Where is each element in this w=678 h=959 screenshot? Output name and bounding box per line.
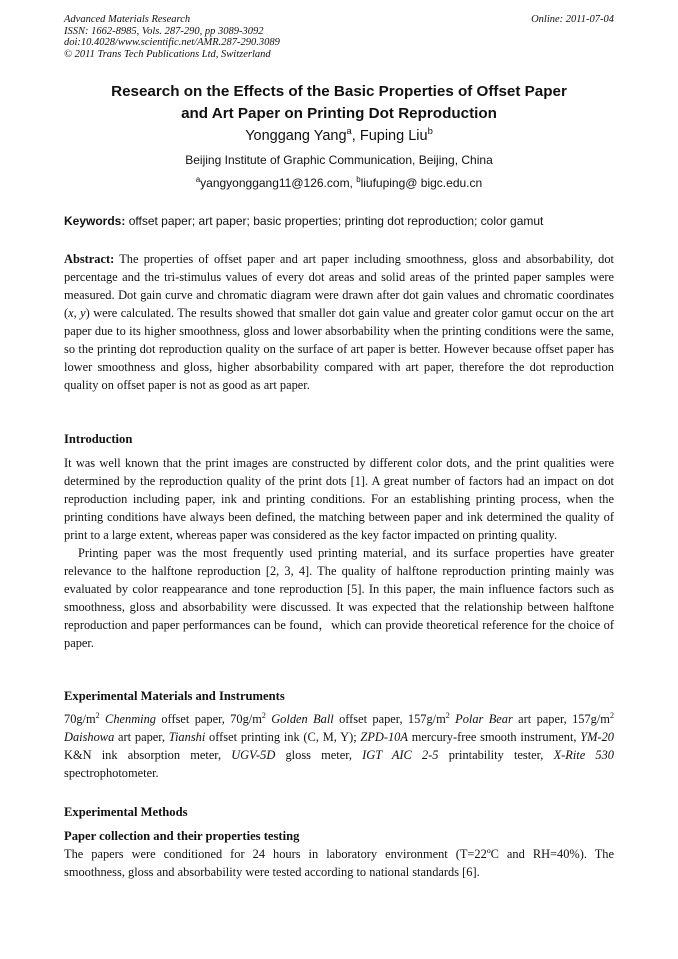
- materials-text-8: K&N ink absorption meter,: [64, 748, 232, 762]
- journal-header: [64, 14, 280, 60]
- email-2-mark: b: [356, 175, 361, 184]
- methods-heading: Experimental Methods: [64, 805, 188, 819]
- unit-superscript: 2: [445, 710, 450, 720]
- author-1-affil-mark: a: [346, 125, 352, 137]
- instrument-x-rite-530: X-Rite 530: [553, 748, 614, 762]
- author-2: Fuping Liu: [359, 128, 428, 144]
- keywords-label: Keywords:: [64, 214, 126, 228]
- unit-superscript: 2: [609, 710, 614, 720]
- methods-body: The papers were conditioned for 24 hours in laboratory environment (T=22ºC and RH=40%). The smoothness, gloss and absorbability were tested according to national standards [6].: [64, 847, 614, 879]
- affiliation: Beijing Institute of Graphic Communication, Beijing, China: [185, 153, 493, 167]
- email-1: yangyonggang11@126.com,: [200, 176, 357, 190]
- abstract-text-1: The properties of offset paper and art paper including smoothness, gloss and absorbability, dot percentage and the tri-stimulus values of every dot areas and solid areas of the printed paper samples were measured. Dot gain curve and chromatic diagram were drawn after dot gain values and chromatic coordinates (: [64, 252, 614, 320]
- instrument-ugv-5d: UGV-5D: [231, 748, 276, 762]
- instrument-ym-20: YM-20: [580, 730, 614, 744]
- abstract-var-x: x: [68, 306, 74, 320]
- paper-brand-golden-ball: Golden Ball: [265, 712, 334, 726]
- keywords: [64, 213, 614, 229]
- email-1-mark: a: [195, 175, 201, 184]
- introduction-body: [64, 454, 614, 652]
- abstract-label: Abstract:: [64, 252, 115, 266]
- instrument-zpd-10a: ZPD-10A: [360, 730, 408, 744]
- introduction-heading: Introduction: [64, 432, 133, 446]
- unit-superscript: 2: [95, 710, 100, 720]
- materials-text-7: mercury-free smooth instrument,: [407, 730, 581, 744]
- author-separator: ,: [351, 128, 360, 144]
- author-1: Yonggang Yang: [245, 128, 347, 144]
- keywords-text: offset paper; art paper; basic properties; printing dot reproduction; color gamut: [125, 214, 544, 228]
- abstract: [64, 250, 614, 394]
- doi-line: doi:10.4028/www.scientific.net/AMR.287-290.3089: [64, 37, 280, 48]
- materials-text-3: offset paper, 157g/m: [333, 712, 446, 726]
- abstract-var-y: y: [80, 306, 86, 320]
- materials-text-1: 70g/m: [64, 712, 96, 726]
- copyright-line: © 2011 Trans Tech Publications Ltd, Switzerland: [64, 48, 271, 60]
- paper-brand-chenming: Chenming: [99, 712, 156, 726]
- paper-title: [64, 81, 614, 125]
- abstract-comma: ,: [73, 306, 81, 320]
- paper-brand-daishowa: Daishowa: [64, 730, 115, 744]
- introduction-para-2: Printing paper was the most frequently used printing material, and its surface properties have greater relevance to the halftone reproduction [2, 3, 4]. The quality of halftone reproduction printing mainly was evaluated by color reappearance and tone reproduction [5]. In this paper, the main influence factors such as smoothness, gloss and absorbability were discussed. It was expected that the relationship between halftone reproduction and paper performances can be found，which can provide theoretical reference for the choice of paper.: [64, 546, 614, 650]
- unit-superscript: 2: [261, 710, 266, 720]
- paper-brand-polar-bear: Polar Bear: [449, 712, 513, 726]
- ink-brand-tianshi: Tianshi: [168, 730, 206, 744]
- abstract-text-2: ) were calculated. The results showed that smaller dot gain value and greater color gamut occur on the art paper due to its higher smoothness, gloss and lower absorbability when the printing conditions were the same, so the printing dot reproduction quality on the surface of art paper is better. However because offset paper has lower smoothness and gloss, higher absorbability compared with art paper, therefore the dot reproduction quality on offset paper is not as good as art paper.: [64, 306, 614, 392]
- journal-name: Advanced Materials Research: [64, 14, 191, 25]
- title-line-1: Research on the Effects of the Basic Properties of Offset Paper: [111, 83, 567, 100]
- materials-heading: Experimental Materials and Instruments: [64, 689, 285, 703]
- author-2-affil-mark: b: [427, 125, 433, 137]
- materials-text-5: art paper,: [114, 730, 169, 744]
- author-emails: [64, 175, 614, 191]
- email-2: liufuping@ bigc.edu.cn: [360, 176, 483, 190]
- materials-text-6: offset printing ink (C, M, Y);: [205, 730, 361, 744]
- materials-text-4: art paper, 157g/m: [512, 712, 610, 726]
- materials-text-2: offset paper, 70g/m: [156, 712, 262, 726]
- materials-text-9: gloss meter,: [275, 748, 363, 762]
- introduction-para-1: It was well known that the print images are constructed by different color dots, and the print qualities were determined by the reproduction quality of the print dots [1]. A great number of factors had an impact on dot reproduction including paper, ink and printing conditions. For an establishing printing process, when the printing conditions have always been defined, the matching between paper and ink determined the quality of print to a large extent, whereas paper was considered as the key factor impacted on printing quality.: [64, 456, 614, 542]
- issn-line: ISSN: 1662-8985, Vols. 287-290, pp 3089-3092: [64, 25, 264, 37]
- author-list: [64, 126, 614, 146]
- instrument-igt-aic: IGT AIC 2-5: [362, 748, 439, 762]
- materials-body: [64, 710, 614, 782]
- materials-text-11: spectrophotometer.: [64, 766, 159, 780]
- methods-subheading: Paper collection and their properties testing: [64, 829, 300, 843]
- online-date: Online: 2011-07-04: [531, 14, 614, 25]
- title-line-2: and Art Paper on Printing Dot Reproduction: [181, 105, 497, 122]
- materials-text-10: printability tester,: [438, 748, 554, 762]
